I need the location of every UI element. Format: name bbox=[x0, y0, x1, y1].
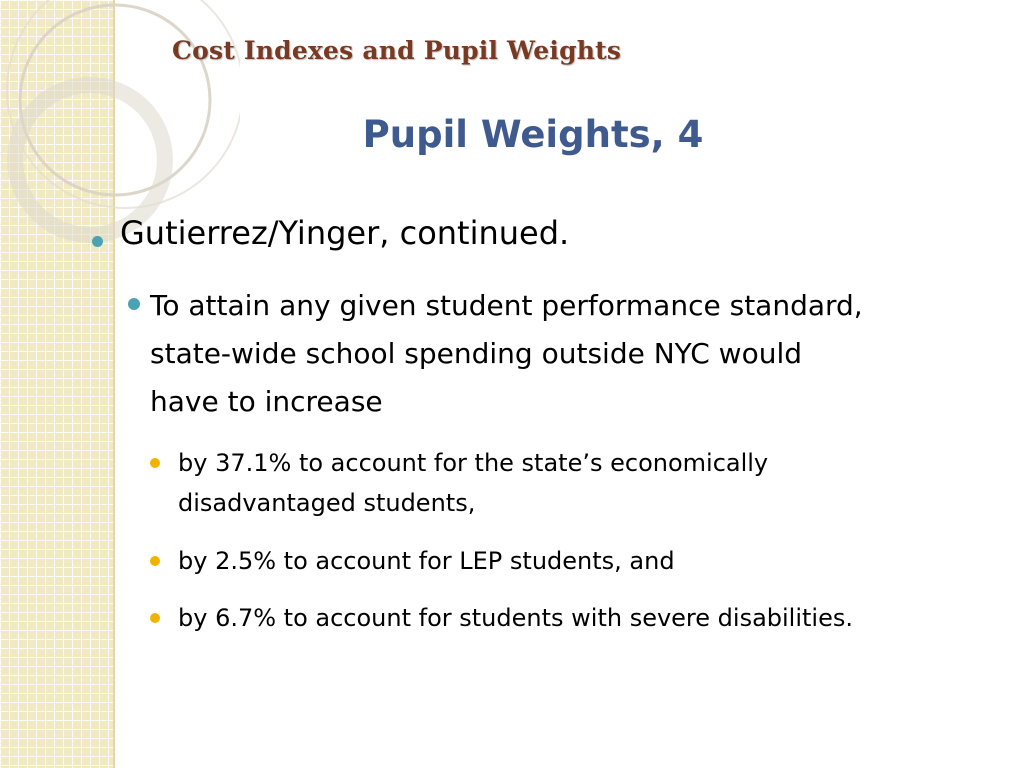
bullet-dot-level3 bbox=[150, 556, 160, 566]
bullet-dot-level3 bbox=[150, 458, 160, 468]
bullet-level2-line: have to increase bbox=[150, 385, 383, 418]
bullet-level3-line: disadvantaged students, bbox=[178, 489, 476, 517]
bullet-level2-line: To attain any given student performance standard, bbox=[150, 289, 863, 322]
bullet-level2-line: state-wide school spending outside NYC would bbox=[150, 337, 803, 370]
bullet-level3-line: by 2.5% to account for LEP students, and bbox=[178, 547, 675, 575]
bullet-dot-level1 bbox=[92, 236, 103, 247]
bullet-level3-line: by 6.7% to account for students with severe disabilities. bbox=[178, 604, 853, 632]
bullet-level1: Gutierrez/Yinger, continued. bbox=[120, 214, 570, 252]
bullet-dot-level2 bbox=[128, 298, 140, 310]
slide-title: Pupil Weights, 4 bbox=[362, 113, 704, 156]
bullet-dot-level3 bbox=[150, 613, 160, 623]
bullet-level3-line: by 37.1% to account for the state’s economically bbox=[178, 449, 769, 477]
header-title: Cost Indexes and Pupil Weights bbox=[172, 36, 622, 65]
